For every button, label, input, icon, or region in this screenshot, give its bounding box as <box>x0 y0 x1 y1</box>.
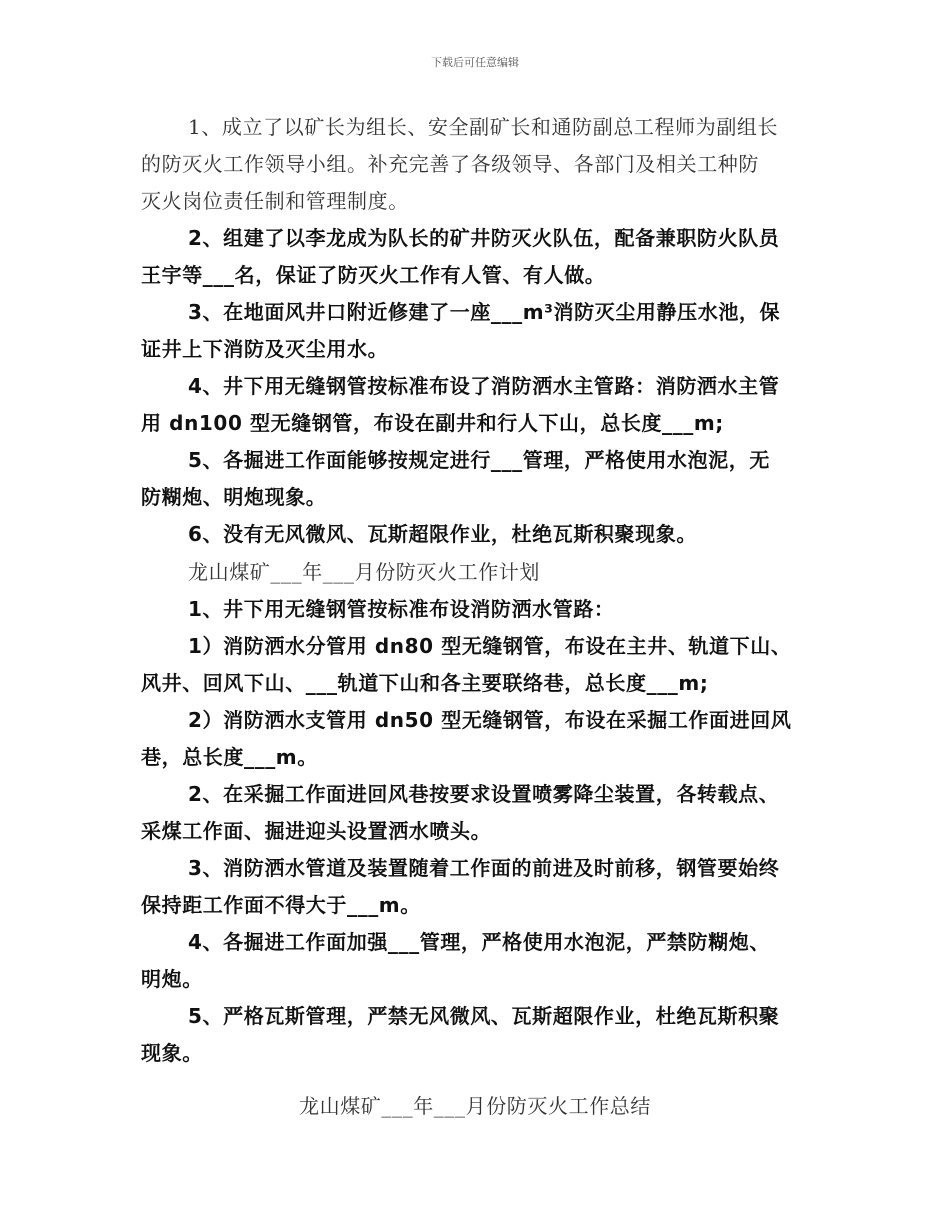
text-line: 5、各掘进工作面能够按规定进行___管理，严格使用水泡泥，无 <box>188 448 770 472</box>
text-line: 2、组建了以李龙成为队长的矿井防灭火队伍，配备兼职防火队员 <box>188 226 780 250</box>
text-line: 防糊炮、明炮现象。 <box>141 485 327 509</box>
text-line: 1、井下用无缝钢管按标准布设消防洒水管路： <box>188 597 615 621</box>
text-line: 3、消防洒水管道及装置随着工作面的前进及时前移，钢管要始终 <box>188 856 780 880</box>
text-line: 用 dn100 型无缝钢管，布设在副井和行人下山，总长度___m; <box>141 411 724 435</box>
text-line: 风井、回风下山、___轨道下山和各主要联络巷，总长度___m; <box>141 671 709 695</box>
text-line: 4、井下用无缝钢管按标准布设了消防洒水主管路：消防洒水主管 <box>188 374 780 398</box>
text-line: 明炮。 <box>141 967 203 991</box>
text-line: 证井上下消防及灭尘用水。 <box>141 337 389 361</box>
page-header: 下载后可任意编辑 <box>431 56 519 69</box>
text-line: 灭火岗位责任制和管理制度。 <box>141 189 409 213</box>
text-line: 保持距工作面不得大于___m。 <box>141 893 421 917</box>
text-line: 王宇等___名，保证了防灭火工作有人管、有人做。 <box>141 263 606 287</box>
text-line: 3、在地面风井口附近修建了一座___m³消防灭尘用静压水池，保 <box>188 300 781 324</box>
text-line: 的防灭火工作领导小组。补充完善了各级领导、各部门及相关工种防 <box>141 152 759 176</box>
text-line: 采煤工作面、掘进迎头设置洒水喷头。 <box>141 819 492 843</box>
text-line: 6、没有无风微风、瓦斯超限作业，杜绝瓦斯积聚现象。 <box>188 522 697 546</box>
section-title: 龙山煤矿___年___月份防灭火工作总结 <box>299 1094 651 1118</box>
text-line: 4、各掘进工作面加强___管理，严格使用水泡泥，严禁防糊炮、 <box>188 930 770 954</box>
text-line: 5、严格瓦斯管理，严禁无风微风、瓦斯超限作业，杜绝瓦斯积聚 <box>188 1004 780 1028</box>
text-line: 1、成立了以矿长为组长、安全副矿长和通防副总工程师为副组长 <box>188 115 779 139</box>
text-line: 2、在采掘工作面进回风巷按要求设置喷雾降尘装置，各转载点、 <box>188 782 780 806</box>
text-line: 现象。 <box>141 1041 203 1065</box>
section-heading: 龙山煤矿___年___月份防灭火工作计划 <box>188 560 540 584</box>
text-line: 巷，总长度___m。 <box>141 745 318 769</box>
text-line: 1）消防洒水分管用 dn80 型无缝钢管，布设在主井、轨道下山、 <box>188 634 792 658</box>
text-line: 2）消防洒水支管用 dn50 型无缝钢管，布设在采掘工作面进回风 <box>188 708 792 732</box>
